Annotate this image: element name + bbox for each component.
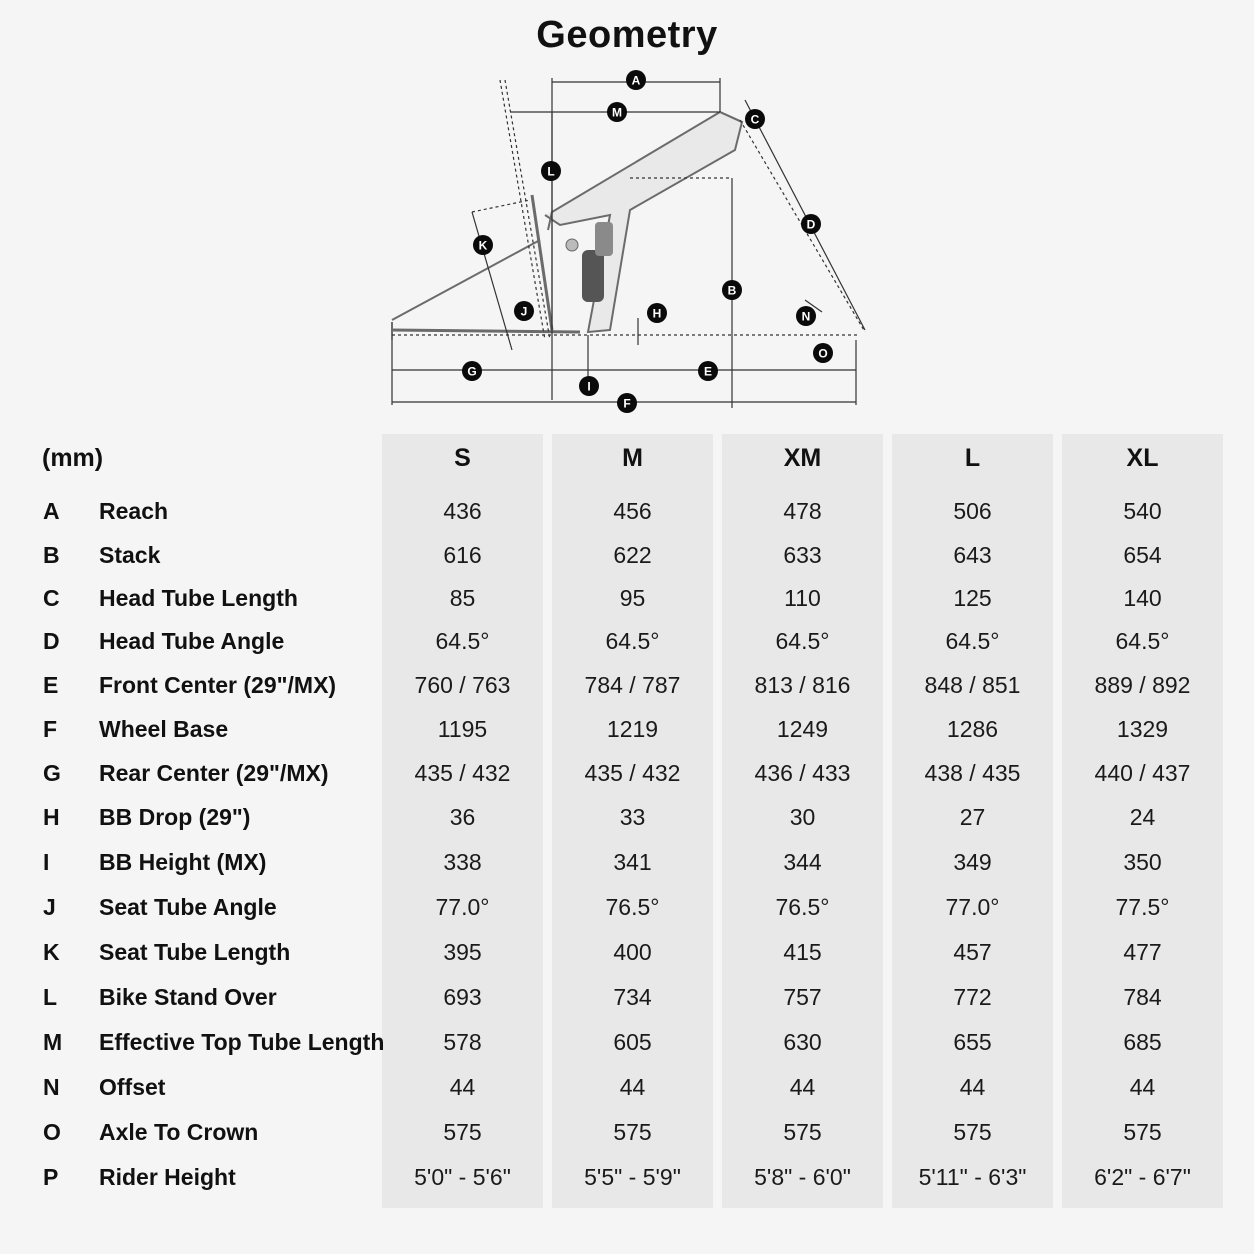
table-cell: 64.5° (605, 628, 660, 654)
table-row (0, 1110, 1254, 1154)
table-cell: 848 / 851 (924, 672, 1021, 698)
table-cell: 76.5° (775, 894, 830, 920)
table-cell: 772 (953, 984, 992, 1010)
table-cell: 395 (443, 939, 482, 965)
page-title: Geometry (536, 14, 718, 56)
table-cell: 77.0° (945, 894, 1000, 920)
table-cell: 6'2" - 6'7" (1094, 1164, 1191, 1190)
badge-a (626, 70, 646, 90)
table-row (0, 489, 1254, 533)
table-cell: 1249 (776, 716, 829, 742)
size-header-xm: XM (783, 444, 822, 472)
table-cell: 1195 (437, 716, 488, 742)
table-cell: 5'8" - 6'0" (754, 1164, 851, 1190)
badge-f (617, 393, 637, 413)
table-cell: 140 (1123, 585, 1162, 611)
table-row (0, 576, 1254, 620)
table-cell: 125 (953, 585, 992, 611)
row-letter: C (43, 585, 60, 611)
table-cell: 760 / 763 (414, 672, 511, 698)
badge-i (579, 376, 599, 396)
table-cell: 506 (953, 498, 992, 524)
table-cell: 655 (953, 1029, 992, 1055)
badge-e (698, 361, 718, 381)
table-row (0, 1020, 1254, 1064)
row-letter: D (43, 628, 60, 654)
row-label: Bike Stand Over (99, 984, 277, 1010)
row-label: BB Drop (29") (99, 804, 251, 830)
svg-text:A: A (631, 73, 641, 88)
table-cell: 734 (613, 984, 652, 1010)
badge-g (462, 361, 482, 381)
table-cell: 575 (443, 1119, 482, 1145)
table-cell: 64.5° (775, 628, 830, 654)
table-cell: 77.0° (435, 894, 490, 920)
row-label: Rear Center (29"/MX) (99, 760, 329, 786)
table-cell: 44 (789, 1074, 816, 1100)
table-cell: 400 (613, 939, 652, 965)
table-cell: 1286 (946, 716, 999, 742)
svg-text:M: M (612, 105, 622, 120)
badge-d (801, 214, 821, 234)
row-label: Offset (99, 1074, 166, 1100)
row-letter: A (43, 498, 60, 524)
row-label: Seat Tube Angle (99, 894, 277, 920)
svg-text:F: F (623, 396, 631, 411)
table-cell: 24 (1129, 804, 1156, 830)
table-cell: 540 (1123, 498, 1162, 524)
badge-c (745, 109, 765, 129)
svg-text:B: B (727, 283, 737, 298)
row-label: Seat Tube Length (99, 939, 291, 965)
table-cell: 110 (784, 585, 821, 611)
table-cell: 616 (443, 542, 482, 568)
table-cell: 685 (1123, 1029, 1162, 1055)
table-row (0, 619, 1254, 663)
row-label: Rider Height (99, 1164, 236, 1190)
table-row (0, 707, 1254, 751)
svg-text:J: J (520, 304, 528, 319)
size-header-l: L (964, 444, 981, 472)
table-cell: 633 (783, 542, 822, 568)
badge-l (541, 161, 561, 181)
table-cell: 784 (1123, 984, 1162, 1010)
table-cell: 341 (613, 849, 652, 875)
row-letter: O (43, 1119, 61, 1145)
svg-text:L: L (547, 164, 555, 179)
table-cell: 64.5° (945, 628, 1000, 654)
size-header-m: M (622, 444, 643, 472)
table-cell: 438 / 435 (924, 760, 1021, 786)
table-cell: 643 (953, 542, 992, 568)
table-cell: 575 (783, 1119, 822, 1145)
row-letter: G (43, 760, 61, 786)
frame-outline (392, 112, 742, 340)
table-cell: 757 (783, 984, 822, 1010)
svg-text:E: E (703, 364, 713, 379)
table-cell: 95 (619, 585, 646, 611)
table-cell: 578 (443, 1029, 482, 1055)
row-letter: P (43, 1164, 59, 1190)
table-cell: 693 (443, 984, 482, 1010)
unit-label: (mm) (42, 444, 104, 472)
badge-n (796, 306, 816, 326)
row-label: Effective Top Tube Length (99, 1029, 385, 1055)
svg-text:G: G (467, 364, 477, 379)
table-row (0, 1155, 1254, 1199)
row-letter: F (43, 716, 58, 742)
table-cell: 784 / 787 (584, 672, 681, 698)
svg-text:K: K (478, 238, 488, 253)
table-cell: 85 (449, 585, 476, 611)
table-cell: 44 (1129, 1074, 1156, 1100)
table-cell: 654 (1123, 542, 1162, 568)
badge-j (514, 301, 534, 321)
table-row (0, 840, 1254, 884)
table-cell: 575 (1123, 1119, 1162, 1145)
table-cell: 77.5° (1115, 894, 1170, 920)
svg-text:N: N (801, 309, 811, 324)
row-label: Wheel Base (99, 716, 229, 742)
table-row (0, 795, 1254, 839)
row-label: BB Height (MX) (99, 849, 267, 875)
table-cell: 5'11" - 6'3" (918, 1164, 1027, 1190)
row-letter: M (43, 1029, 63, 1055)
row-letter: K (43, 939, 60, 965)
table-cell: 5'0" - 5'6" (414, 1164, 511, 1190)
row-letter: I (43, 849, 50, 875)
row-label: Stack (99, 542, 161, 568)
table-cell: 575 (613, 1119, 652, 1145)
table-cell: 64.5° (1115, 628, 1170, 654)
table-cell: 1329 (1116, 716, 1169, 742)
table-row (0, 533, 1254, 577)
table-cell: 456 (613, 498, 652, 524)
size-header-s: S (454, 444, 471, 472)
table-cell: 27 (959, 804, 986, 830)
table-cell: 435 / 432 (414, 760, 511, 786)
row-letter: J (43, 894, 56, 920)
frame-geometry-diagram (380, 60, 880, 420)
table-row (0, 1065, 1254, 1109)
row-letter: L (43, 984, 58, 1010)
svg-text:H: H (652, 306, 662, 321)
row-label: Reach (99, 498, 169, 524)
table-cell: 64.5° (435, 628, 490, 654)
table-cell: 478 (783, 498, 822, 524)
table-cell: 344 (783, 849, 822, 875)
table-cell: 813 / 816 (754, 672, 851, 698)
table-cell: 436 / 433 (754, 760, 851, 786)
row-label: Head Tube Length (99, 585, 298, 611)
svg-text:D: D (806, 217, 816, 232)
table-cell: 36 (449, 804, 476, 830)
table-cell: 76.5° (605, 894, 660, 920)
table-row (0, 975, 1254, 1019)
table-row (0, 885, 1254, 929)
table-cell: 630 (783, 1029, 822, 1055)
table-cell: 44 (449, 1074, 476, 1100)
table-cell: 436 (443, 498, 482, 524)
badge-h (647, 303, 667, 323)
svg-text:I: I (587, 379, 591, 394)
table-cell: 622 (613, 542, 652, 568)
table-cell: 435 / 432 (584, 760, 681, 786)
table-cell: 477 (1123, 939, 1162, 965)
svg-text:O: O (818, 346, 828, 361)
row-label: Head Tube Angle (99, 628, 285, 654)
table-cell: 338 (443, 849, 482, 875)
table-cell: 605 (613, 1029, 652, 1055)
table-cell: 30 (789, 804, 816, 830)
table-cell: 1219 (606, 716, 659, 742)
table-cell: 575 (953, 1119, 992, 1145)
table-cell: 44 (959, 1074, 986, 1100)
table-row (0, 663, 1254, 707)
badge-o (813, 343, 833, 363)
table-cell: 415 (783, 939, 822, 965)
row-letter: H (43, 804, 60, 830)
table-cell: 349 (953, 849, 992, 875)
row-letter: B (43, 542, 60, 568)
row-label: Axle To Crown (99, 1119, 259, 1145)
table-cell: 440 / 437 (1094, 760, 1191, 786)
badge-m (607, 102, 627, 122)
table-row (0, 930, 1254, 974)
row-label: Front Center (29"/MX) (99, 672, 337, 698)
table-cell: 350 (1123, 849, 1162, 875)
row-letter: E (43, 672, 59, 698)
table-cell: 889 / 892 (1094, 672, 1191, 698)
size-header-xl: XL (1126, 444, 1159, 472)
table-row (0, 751, 1254, 795)
svg-text:C: C (750, 112, 760, 127)
dimension-lines (392, 78, 865, 408)
badge-b (722, 280, 742, 300)
table-cell: 33 (619, 804, 646, 830)
table-cell: 44 (619, 1074, 646, 1100)
badge-k (473, 235, 493, 255)
table-cell: 5'5" - 5'9" (584, 1164, 681, 1190)
row-letter: N (43, 1074, 60, 1100)
table-cell: 457 (953, 939, 992, 965)
